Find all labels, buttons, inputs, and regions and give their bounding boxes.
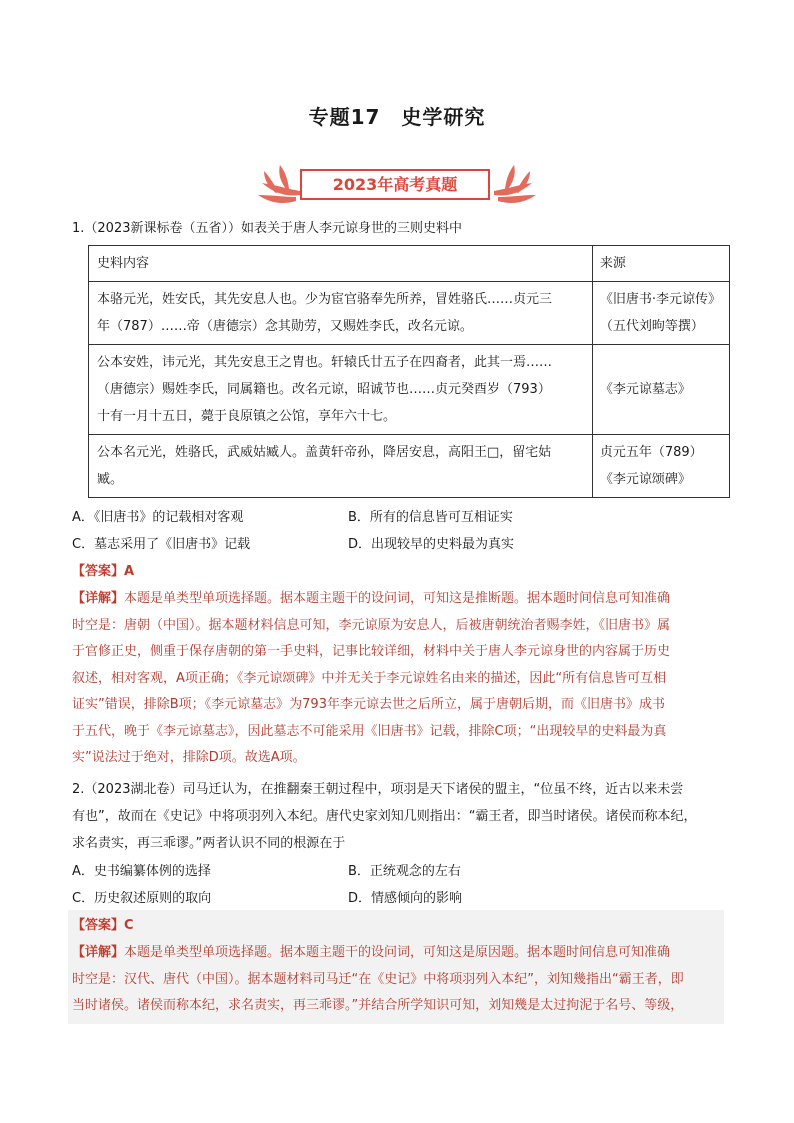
table-header-row [89,246,730,282]
row-source: 《旧唐书·李元谅传》 （五代刘昫等撰） [592,282,729,345]
q2-option-d: D．情感倾向的影响 [348,891,463,906]
question-1-stem: 1.（2023新课标卷（五省））如表关于唐人李元谅身世的三则史料中 [72,221,462,236]
q1-answer: 【答案】A [72,564,135,579]
q2-option-b: B．正统观念的左右 [348,864,461,879]
q1-option-b: B．所有的信息皆可互相证实 [348,510,513,525]
q1-option-a: A．《旧唐书》的记载相对客观 [72,510,244,525]
row-content: 公本安姓，讳元光，其先安息王之胄也。轩辕氏廿五子在四裔者，此其一焉…… （唐德宗）赐姓李氏，同属籍也。改名元谅，昭诚节也……贞元癸酉岁（793） 十有一月十五日，薨于良原镇之公馆，享年六十七。 [89,345,593,435]
row-content: 本骆元光，姓安氏，其先安息人也。少为宦官骆奉先所养，冒姓骆氏……贞元三 年（787）……帝（唐德宗）念其勋劳，又赐姓李氏，改名元谅。 [89,282,593,345]
header-source: 来源 [592,246,729,282]
banner-label: 2023年高考真题 [300,169,490,200]
section-banner [256,163,538,209]
table-row [89,435,730,498]
q2-option-c: C．历史叙述原则的取向 [72,891,212,906]
question-2-stem: 2.（2023湖北卷）司马迁认为，在推翻秦王朝过程中，项羽是天下诸侯的盟主，“位虽不终，近古以来未尝 有也”，故而在《史记》中将项羽列入本纪。唐代史家刘知几则指出：“霸王者，即当时诸侯。诸侯而称本纪， 求名责实，再三乖谬。”两者认识不同的根源在于 [72,782,697,851]
source-table [88,245,730,498]
q2-answer: 【答案】C [72,918,134,933]
q1-option-d: D．出现较早的史料最为真实 [348,537,515,552]
page-title: 专题17 史学研究 [308,105,486,129]
q1-option-c: C．墓志采用了《旧唐书》记载 [72,537,251,552]
q1-explanation: 【详解】本题是单类型单项选择题。据本题主题干的设问词，可知这是推断题。据本题时间信息可知准确 时空是：唐朝（中国）。据本题材料信息可知，李元谅原为安息人，后被唐朝统治者赐李姓，《旧唐书》属 于官修正史，侧重于保存唐朝的第一手史料，记事比较详细，材料中关于唐人李元谅身世的内容属于历史 叙述，相对客观，A项正确；《李元谅颂碑》中并无关于李元谅姓名由来的描述，因此“所有信息皆可互相 证实”错误，排除B项；《李元谅墓志》为793年李元谅去世之后所立，属于唐朝后期，而《旧唐书》成书 于五代，晚于《李元谅墓志》，因此墓志不可能采用《旧唐书》记载，排除C项；“出现较早的史料最为真 实”说法过于绝对，排除D项。故选A项。 [72,591,671,765]
header-content: 史料内容 [89,246,593,282]
row-content: 公本名元光，姓骆氏，武威姑臧人。盖黄轩帝孙，降居安息，高阳王□，留宅姑 臧。 [89,435,593,498]
row-source: 贞元五年（789） 《李元谅颂碑》 [592,435,729,498]
q2-explanation: 【详解】本题是单类型单项选择题。据本题主题干的设问词，可知这是原因题。据本题时间信息可知准确 时空是：汉代、唐代（中国）。据本题材料司马迁“在《史记》中将项羽列入本纪”，刘知幾指出“霸王者，即 当时诸侯。诸侯而称本纪，求名责实，再三乖谬。”并结合所学知识可知，刘知幾是太过拘泥于名号、等级， [72,945,684,1013]
table-row [89,282,730,345]
row-source: 《李元谅墓志》 [592,345,729,435]
q2-option-a: A．史书编纂体例的选择 [72,864,211,879]
table-row [89,345,730,435]
